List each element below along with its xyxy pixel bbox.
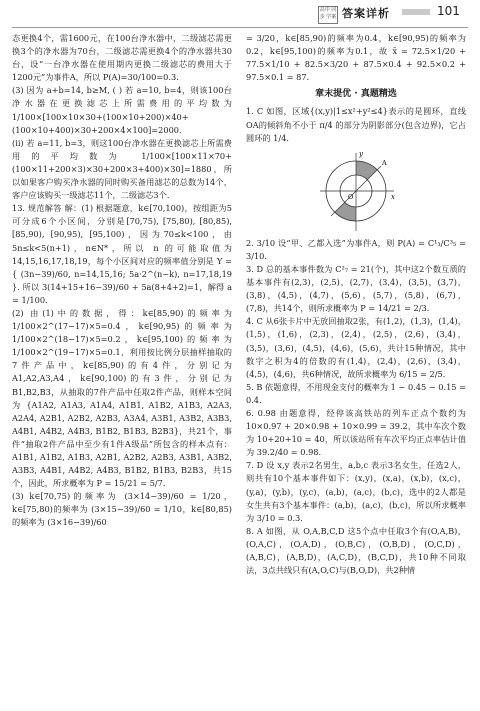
page-header bbox=[0, 0, 480, 28]
book-logo-icon bbox=[318, 6, 338, 24]
header-decoration-bar bbox=[402, 9, 430, 15]
page-number: 101 bbox=[437, 4, 460, 18]
paragraph: 7. D 设 x,y 表示2名男生，a,b,c 表示3名女生，任选2人，则共有10个基本事件如下：(x,y)，(x,a)，(x,b)，(x,c)，(y,a)，(y,b)，(y,c)，(a,b)，(a,c)，(b,c)，选中的2人都是女生共有3个基本事件：(a,b)，(a,c)，(b,c)，所以所求概率为 3/10 = 0.3. bbox=[246, 460, 466, 523]
logo-text: 高中 同步 学案 bbox=[319, 7, 337, 20]
paragraph: 1. C 如图，区域{(x,y)|1≤x²+y²≤4}表示的是圆环，直线OA的倾斜角不小于 π/4 的部分为阴影部分(包含边界)，它占圆环的 1/4. bbox=[246, 106, 466, 143]
right-column bbox=[246, 32, 466, 577]
paragraph: (2) 由(1)中的数据，得：k∈[85,90)的频率为 1/100×2^(17−17)×5=0.4，k∈[90,95)的频率为 1/100×2^(18−17)×5=0.2，k∈[95,100)的频率为 1/100×2^(19−17)×5=0.1，利用按比例分层抽样抽取的7件产品中，k∈[85,90)的有4件，分别记为 A1,A2,A3,A4，k∈[90,100)的有3件，分别记为 B1,B2,B3，从抽取的7件产品中任取2件产品，则样本空间为 {A1A2, A1A3, A1A4, A1B1, A1B2, A1B3, A2A3, A2A4, A2B1, A2B2, A2B3, A3A4, A3B1, A3B2, A3B3, A4B1, A4B2, A4B3, B1B2, B1B3, B2B3}，共21个，事件“抽取2件产品中至少有1件A级品”所包含的样本点有：A1B1, A1B2, A1B3, A2B1, A2B2, A2B3, A3B1, A3B2, A3B3, A4B1, A4B2, A4B3, B1B2, B1B3, B2B3，共15个，因此，所求概率为 P = 15/21 = 5/7. bbox=[12, 307, 232, 489]
paragraph: 3. D 总的基本事件数为 C²₇ = 21(个)，其中这2个数互质的基本事件有(2,3)，(2,5)，(2,7)，(3,4)，(3,5)，(3,7)，(3,8)，(4,5)，(4,7)，(5,6)，(5,7)，(5,8)，(6,7)，(7,8)，共14个，则所求概率为 P = 14/21 = 2/3. bbox=[246, 263, 466, 314]
paragraph: = 3/20，k∈[85,90)的频率为0.4，k∈[90,95)的频率为 0.2，k∈[95,100)的频率为0.1，故 x̄ = 72.5×1/20 + 77.5×1/10 + 82.5×3/20 + 87.5×0.4 + 92.5×0.2 + 97.5×0.1 = 87. bbox=[246, 33, 466, 83]
x-axis-label: x bbox=[391, 192, 395, 201]
paragraph: 5. B 依题意得，不用现金支付的概率为 1 − 0.45 − 0.15 = 0.4. bbox=[246, 381, 466, 405]
paragraph: (ii) 若 a=11, b=3，则这100台净水器在更换滤芯上所需费用的平均数为 1/100×[100×11×70+(100×11+200×3)×30+200×3+400)×30]=1880，所以如果客户购买净水器的同时购买备用滤芯的总数为14个，客户应该购买一级滤芯11个，二级滤芯3个. bbox=[12, 137, 232, 201]
paragraph: 6. 0.98 由题意得，经停该高铁站的列车正点个数约为 10×0.97 + 20×0.98 + 10×0.99 = 39.2，其中车次个数为 10+20+10 = 40，所以该站所有车次平均正点率估计值为 39.2/40 = 0.98. bbox=[246, 407, 466, 458]
left-column bbox=[12, 32, 232, 530]
paragraph: 13. 规范解答 解：(1) 根据题意，k∈[70,100)，按组距为5可分成6个小区间，分别是[70,75), [75,80), [80,85), [85,90), [90,95), [95,100)，因为70≤k<100，由 5n≤k<5(n+1)，n∈N*，所以 n 的可能取值为14,15,16,17,18,19，每个小区间对应的频率值分别是 Y = { (3n−39)/60, n=14,15,16; 5a·2^(n−k), n=17,18,19 }. 所以 3(14+15+16−39)/60 + 5a(8+4+2)=1，解得 a = 1/100. bbox=[12, 203, 232, 305]
paragraph: (3) 因为 a+b=14, b≥M, ( ) 若 a=10, b=4，则该100台净水器在更换滤芯上所需费用的平均数为 1/100×[100×10×30+(100×10+200)×40+(100×10+400)×30+200×4×100]=2000. bbox=[12, 85, 232, 135]
paragraph: (3) k∈[70,75)的频率为 (3×14−39)/60 = 1/20，k∈[75,80)的频率为 (3×15−39)/60 = 1/10，k∈[80,85)的频率为 (3×16−39)/60 bbox=[12, 491, 232, 528]
header-rule bbox=[12, 27, 468, 28]
y-axis-label: y bbox=[359, 149, 363, 158]
origin-label: O bbox=[348, 192, 354, 201]
header-title: 答案详析 bbox=[342, 7, 390, 20]
paragraph: 4. C 从6张卡片中无放回抽取2张，有(1,2)，(1,3)，(1,4)，(1,5)，(1,6)，(2,3)，(2,4)，(2,5)，(2,6)，(3,4)，(3,5)，(3,6)，(4,5)，(4,6)，(5,6)，共计15种情况，其中数字之积为4的倍数的有(1,4)，(2,4)，(2,6)，(3,4)，(4,5)，(4,6)，共6种情况，故所求概率为 6/15 = 2/5. bbox=[246, 316, 466, 379]
annulus-figure bbox=[246, 147, 466, 235]
paragraph: 8. A 如图，从 O,A,B,C,D 这5个点中任取3个有(O,A,B)，(O,A,C)，(O,A,D)，(O,B,C)，(O,B,D)，(O,C,D)，(A,B,C)，(A,B,D)，(A,C,D)，(B,C,D)，共10种不同取法，3点共线只有(A,O,C)与(B,O,D)，共2种情 bbox=[246, 525, 466, 576]
point-a-label: A bbox=[382, 158, 387, 167]
section-title: 章末提优 · 真题精选 bbox=[315, 89, 397, 100]
paragraph: 态更换4个，需1600元，在100台净水器中，二级滤芯需更换3个的净水器为70台，二级滤芯需更换4个的净水器共30台，设“一台净水器在使用期内更换二级滤芯的费用大于1200元”为事件A，所以 P(A)=30/100=0.3. bbox=[12, 33, 232, 83]
paragraph: 2. 3/10 设“甲、乙都入选”为事件A，则 P(A) = C¹₃/C³₅ = 3/10. bbox=[246, 237, 466, 261]
